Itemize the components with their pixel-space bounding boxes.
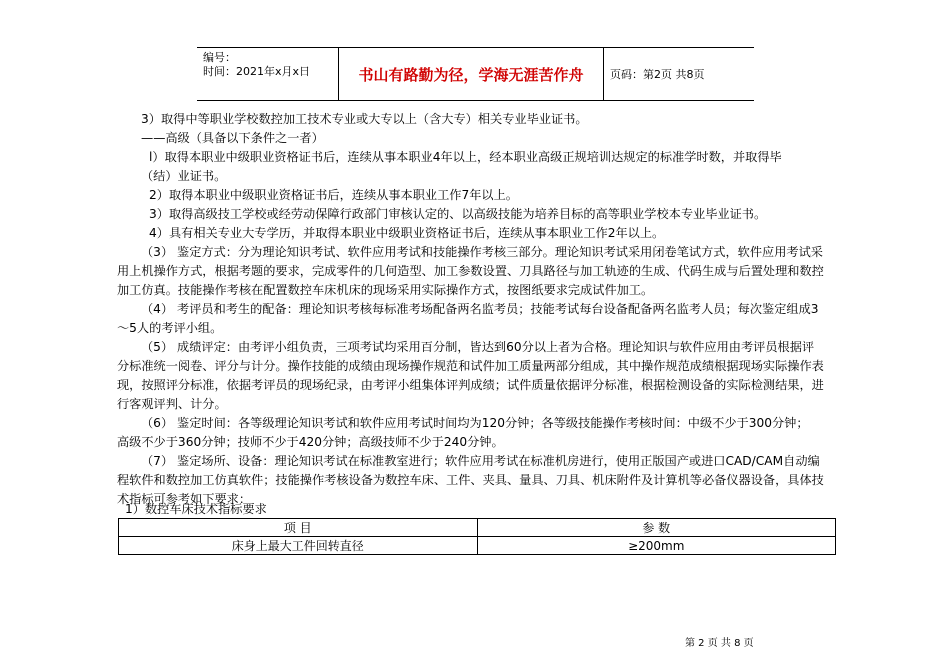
paragraph: l）取得本职业中级职业资格证书后，连续从事本职业4年以上，经本职业高级正规培训达规定的标准学时数，并取得毕 [149,150,782,164]
table-header-item: 项 目 [119,519,478,537]
paragraph: ——高级（具备以下条件之一者） [141,131,324,145]
paragraph: （结）业证书。 [141,169,227,183]
paragraph: 行客观评判、计分。 [117,397,227,411]
paragraph: 高级不少于360分钟；技师不少于420分钟；高级技师不少于240分钟。 [117,435,504,449]
paragraph: （7） 鉴定场所、设备：理论知识考试在标准教室进行；软件应用考试在标准机房进行，使用正版国产或进口CAD/CAM自动编 [141,454,820,468]
paragraph: （3） 鉴定方式：分为理论知识考试、软件应用考试和技能操作考核三部分。理论知识考试采用闭卷笔试方式，软件应用考试采 [141,245,823,259]
paragraph: 3）取得中等职业学校数控加工技术专业或大专以上（含大专）相关专业毕业证书。 [141,112,588,126]
paragraph: 4）具有相关专业大专学历，并取得本职业中级职业资格证书后，连续从事本职业工作2年以上。 [149,226,665,240]
header-meta [197,48,339,100]
table-title: 1）数控车床技术指标要求 [125,502,267,516]
paragraph: 用上机操作方式，根据考题的要求，完成零件的几何造型、加工参数设置、刀具路径与加工轨迹的生成、代码生成与后置处理和数控 [117,264,824,278]
header-motto: 书山有路勤为径，学海无涯苦作舟 [339,48,604,100]
page-header [197,47,754,101]
paragraph: 2）取得本职业中级职业资格证书后，连续从事本职业工作7年以上。 [149,188,518,202]
header-page-number: 页码：第2页 共8页 [610,68,705,81]
paragraph: 程软件和数控加工仿真软件；技能操作考核设备为数控车床、工件、夹具、量具、刀具、机床附件及计算机等必备仪器设备，具体技 [117,473,824,487]
page-footer: 第 2 页 共 8 页 [685,638,754,649]
table-cell: 床身上最大工件回转直径 [119,537,478,555]
paragraph: （5） 成绩评定：由考评小组负责，三项考试均采用百分制，皆达到60分以上者为合格。理论知识与软件应用由考评员根据评 [141,340,815,354]
paragraph: 现，按照评分标准，依据考评员的现场纪录，由考评小组集体评判成绩；试件质量依据评分标准，根据检测设备的实际检测结果，进 [117,378,824,392]
paragraph: 术指标可参考如下要求： [117,492,252,506]
paragraph: （6） 鉴定时间：各等级理论知识考试和软件应用考试时间均为120分钟；各等级技能操作考核时间：中级不少于300分钟； [141,416,809,430]
doc-time-label: 时间：2021年x月x日 [203,65,311,78]
paragraph: 加工仿真。技能操作考核在配置数控车床机床的现场采用实际操作方式，按图纸要求完成试件加工。 [117,283,654,297]
table-row [119,537,836,555]
paragraph: 分标准统一阅卷、评分与计分。操作技能的成绩由现场操作规范和试件加工质量两部分组成，其中操作规范成绩根据现场实际操作表 [117,359,824,373]
table-header-param: 参 数 [477,519,836,537]
table-cell: ≥200mm [477,537,836,555]
paragraph: （4） 考评员和考生的配备：理论知识考核每标准考场配备两名监考员；技能考试每台设备配备两名监考人员；每次鉴定组成3 [141,302,819,316]
paragraph: ～5人的考评小组。 [117,321,223,335]
table-header-row [119,519,836,537]
spec-table [118,518,836,555]
body-text [117,110,837,509]
doc-number-label: 编号： [203,51,236,64]
paragraph: 3）取得高级技工学校或经劳动保障行政部门审核认定的、以高级技能为培养目标的高等职业学校本专业毕业证书。 [149,207,767,221]
